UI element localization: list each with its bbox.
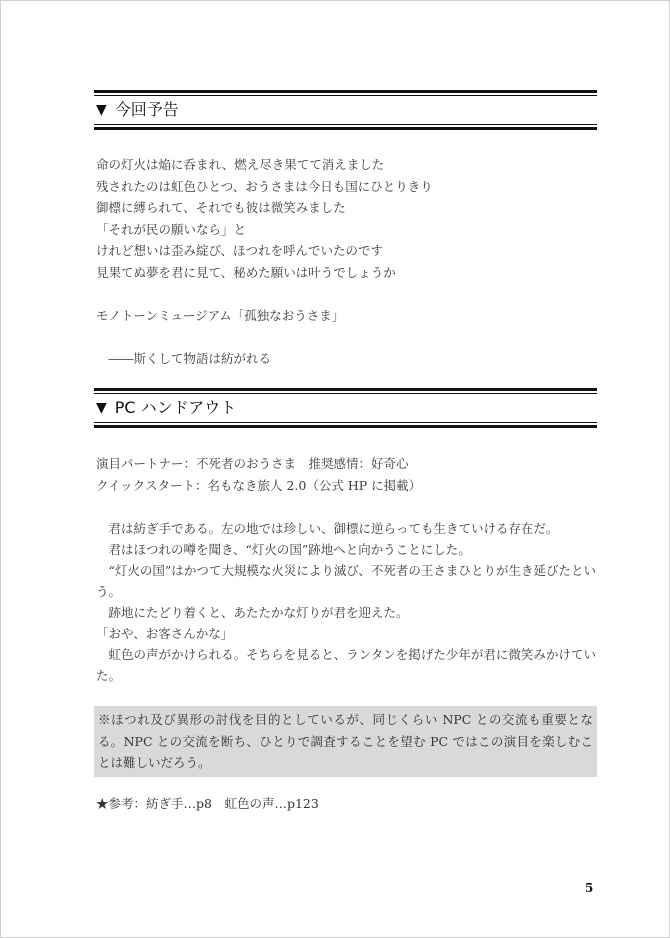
header-rule-top [94,90,597,93]
header-rule-bottom-thin [94,422,597,423]
header-rule-bottom-thin [94,124,597,125]
handout-partner-line: 演目パートナー：不死者のおうさま 推奨感情：好奇心 [96,456,409,471]
triangle-down-icon: ▼ [96,400,107,416]
handout-meta [96,453,599,496]
preview-line-blank [96,283,599,305]
handout-reference: ★参考：紡ぎ手…p8 虹色の声…p123 [96,796,319,811]
preview-line: 「それが民の願いなら」と [96,221,247,237]
handout-dialogue: 「おや、お客さんかな」 [96,626,234,641]
preview-line: けれど想いは歪み綻び、ほつれを呼んでいたのです [96,243,384,258]
preview-line-scenario-title: モノトーンミュージアム「孤独なおうさま」 [96,307,345,323]
section-header-preview [94,90,597,130]
preview-line: 御標に縛られて、それでも彼は微笑みました [96,200,346,215]
page-number: 5 [585,881,594,895]
preview-line: 残されたのは虹色ひとつ、おうさまは今日も国にひとりきり [96,178,433,194]
preview-line-closing: ――斯くして物語は紡がれる [96,350,272,366]
handout-paragraph: 君は紡ぎ手である。左の地では珍しい、御標に逆らっても生きていける存在だ。 [108,521,559,536]
preview-line: 見果てぬ夢を君に見て、秘めた願いは叶うでしょうか [96,264,396,280]
section-title-preview-text: 今回予告 [114,100,179,119]
header-rule-bottom [94,425,597,428]
header-rule-bottom [94,127,597,130]
preview-line-blank [96,326,599,348]
header-rule-top [94,388,597,391]
section-header-handout [94,388,597,428]
handout-paragraph: 跡地にたどり着くと、あたたかな灯りが君を迎えた。 [108,605,409,620]
preview-line: 命の灯火は焔に呑まれ、燃え尽き果てて消えました [96,157,385,172]
triangle-down-icon: ▼ [96,102,107,118]
handout-paragraph: 君はほつれの噂を聞き、“灯火の国”跡地へと向かうことにした。 [108,542,471,557]
handout-quickstart-line: クイックスタート：名もなき旅人 2.0（公式 HP に掲載） [96,477,422,493]
handout-note-box: ※ほつれ及び異形の討伐を目的としているが、同じくらい NPC との交流も重要となる。NPC との交流を断ち、ひとりで調査することを望む PC ではこの演目を楽しむことは難しいだろう。 [94,706,597,777]
handout-paragraph: 虹色の声がかけられる。そちらを見ると、ランタンを掲げた少年が君に微笑みかけていた。 [96,647,596,683]
section-title-handout-text: PC ハンドアウト [114,398,237,417]
section-title-preview [94,96,597,124]
section-title-handout [94,394,597,422]
handout-body [96,518,596,686]
handout-paragraph: “灯火の国”はかつて大規模な火災により滅び、不死者の王さまひとりが生き延びたという。 [96,563,596,599]
preview-text [96,154,599,369]
